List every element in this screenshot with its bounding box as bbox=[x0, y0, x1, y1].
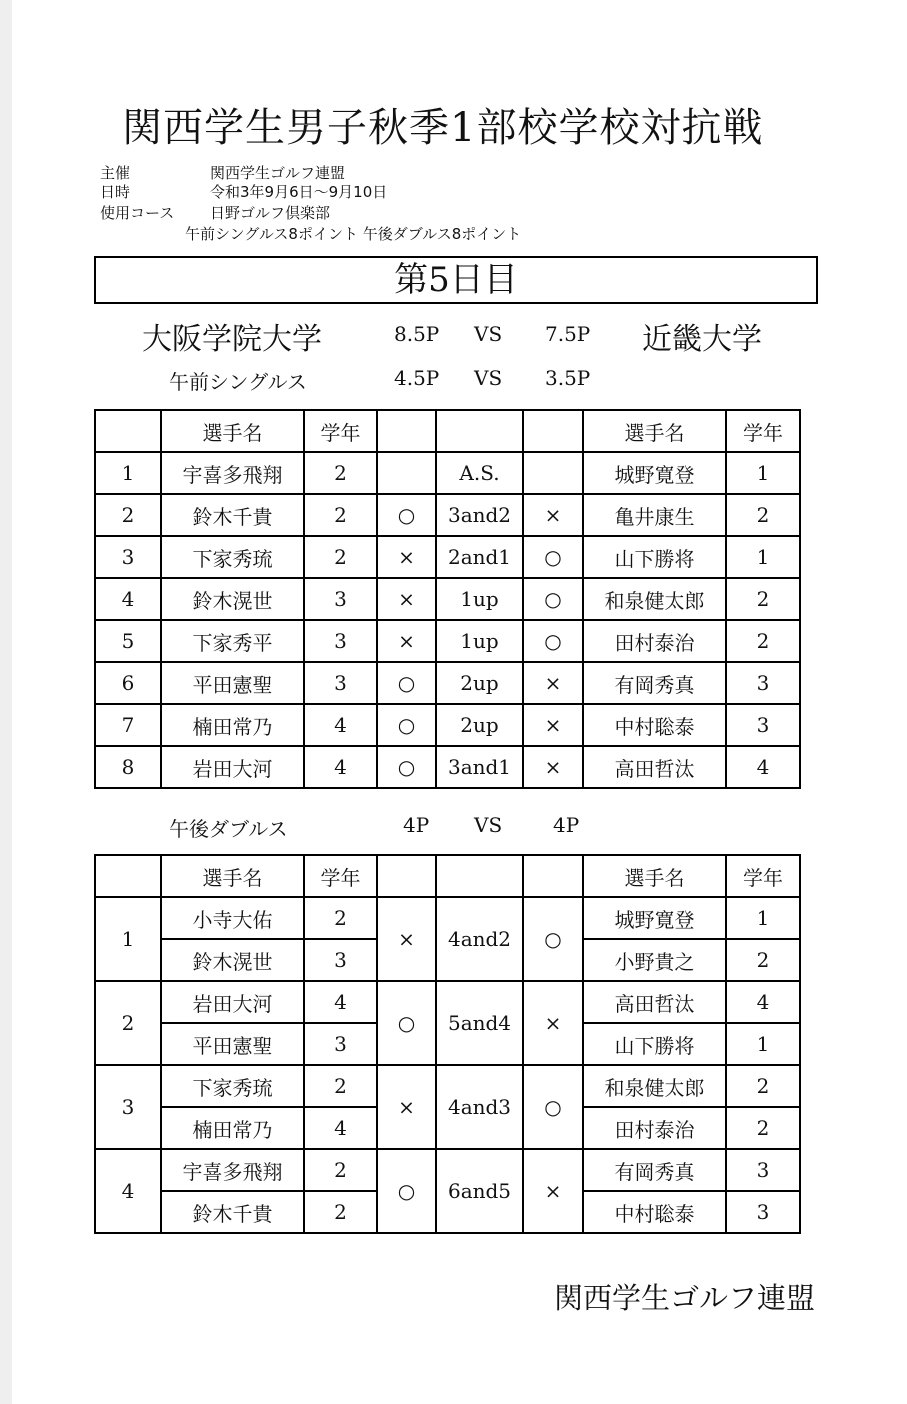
singles-row bbox=[95, 536, 800, 578]
page-title: 関西学生男子秋季1部校学校対抗戦 bbox=[122, 105, 764, 151]
player-b-name: 亀井康生 bbox=[583, 494, 726, 536]
match-result: 2up bbox=[436, 662, 523, 704]
player-a-mark: ○ bbox=[377, 746, 436, 788]
header-blank bbox=[523, 410, 583, 452]
player-b-name: 小野貴之 bbox=[583, 939, 726, 981]
player-a-grade: 3 bbox=[304, 939, 377, 981]
player-b-grade: 3 bbox=[726, 704, 800, 746]
player-a-mark: ○ bbox=[377, 704, 436, 746]
doubles-score-b: 4P bbox=[553, 813, 580, 837]
organizer-label: 主催 bbox=[100, 164, 131, 182]
player-a-grade: 3 bbox=[304, 662, 377, 704]
player-a-grade: 2 bbox=[304, 1191, 377, 1233]
format-note: 午前シングルス8ポイント 午後ダブルス8ポイント bbox=[185, 225, 522, 243]
date-value: 令和3年9月6日～9月10日 bbox=[210, 183, 388, 201]
player-a-grade: 2 bbox=[304, 536, 377, 578]
singles-label: 午前シングルス bbox=[169, 370, 307, 394]
match-result: 4and3 bbox=[436, 1065, 523, 1149]
player-a-name: 下家秀平 bbox=[161, 620, 304, 662]
player-a-name: 宇喜多飛翔 bbox=[161, 452, 304, 494]
player-a-grade: 4 bbox=[304, 1107, 377, 1149]
player-b-name: 高田哲汰 bbox=[583, 746, 726, 788]
singles-score-a: 4.5P bbox=[394, 366, 440, 390]
player-a-name: 下家秀琉 bbox=[161, 1065, 304, 1107]
player-a-grade: 4 bbox=[304, 981, 377, 1023]
organizer-value: 関西学生ゴルフ連盟 bbox=[210, 164, 346, 182]
team-a-mark: ○ bbox=[377, 981, 436, 1065]
header-grade-b: 学年 bbox=[726, 410, 800, 452]
player-b-grade: 2 bbox=[726, 494, 800, 536]
team-a-name: 大阪学院大学 bbox=[142, 322, 322, 357]
match-result: 5and4 bbox=[436, 981, 523, 1065]
player-b-name: 高田哲汰 bbox=[583, 981, 726, 1023]
header-grade-b: 学年 bbox=[726, 855, 800, 897]
total-vs: VS bbox=[474, 322, 503, 346]
player-b-name: 中村聡泰 bbox=[583, 1191, 726, 1233]
player-a-name: 楠田常乃 bbox=[161, 704, 304, 746]
player-b-grade: 2 bbox=[726, 578, 800, 620]
course-value: 日野ゴルフ倶楽部 bbox=[210, 204, 331, 222]
team-b-name: 近畿大学 bbox=[642, 322, 762, 357]
header-blank bbox=[377, 855, 436, 897]
player-a-mark: ○ bbox=[377, 662, 436, 704]
player-b-grade: 3 bbox=[726, 1191, 800, 1233]
doubles-row bbox=[95, 897, 800, 939]
course-label: 使用コース bbox=[100, 204, 175, 222]
player-a-name: 平田憲聖 bbox=[161, 1023, 304, 1065]
match-number: 7 bbox=[95, 704, 161, 746]
doubles-table bbox=[94, 854, 801, 1234]
player-a-name: 平田憲聖 bbox=[161, 662, 304, 704]
player-a-name: 岩田大河 bbox=[161, 981, 304, 1023]
match-number: 3 bbox=[95, 536, 161, 578]
match-result: 2and1 bbox=[436, 536, 523, 578]
player-a-grade: 3 bbox=[304, 620, 377, 662]
match-number: 5 bbox=[95, 620, 161, 662]
player-a-grade: 4 bbox=[304, 704, 377, 746]
player-b-mark: × bbox=[523, 704, 583, 746]
match-result: 6and5 bbox=[436, 1149, 523, 1233]
player-a-grade: 2 bbox=[304, 452, 377, 494]
match-number: 2 bbox=[95, 981, 161, 1065]
player-b-grade: 1 bbox=[726, 536, 800, 578]
match-result: 2up bbox=[436, 704, 523, 746]
team-b-mark: × bbox=[523, 1149, 583, 1233]
doubles-vs: VS bbox=[474, 813, 503, 837]
player-b-grade: 4 bbox=[726, 746, 800, 788]
doubles-row bbox=[95, 1065, 800, 1107]
player-a-name: 宇喜多飛翔 bbox=[161, 1149, 304, 1191]
player-b-name: 和泉健太郎 bbox=[583, 1065, 726, 1107]
player-a-mark: × bbox=[377, 536, 436, 578]
player-a-name: 下家秀琉 bbox=[161, 536, 304, 578]
header-name-b: 選手名 bbox=[583, 855, 726, 897]
player-a-name: 小寺大佑 bbox=[161, 897, 304, 939]
singles-row bbox=[95, 704, 800, 746]
player-b-grade: 2 bbox=[726, 1107, 800, 1149]
header-blank bbox=[377, 410, 436, 452]
player-b-grade: 3 bbox=[726, 1149, 800, 1191]
player-a-grade: 2 bbox=[304, 1149, 377, 1191]
player-a-grade: 2 bbox=[304, 1065, 377, 1107]
header-blank bbox=[95, 855, 161, 897]
singles-row bbox=[95, 620, 800, 662]
team-a-mark: × bbox=[377, 897, 436, 981]
player-b-grade: 2 bbox=[726, 1065, 800, 1107]
singles-vs: VS bbox=[474, 366, 503, 390]
header-name-a: 選手名 bbox=[161, 410, 304, 452]
match-result: 1up bbox=[436, 578, 523, 620]
header-grade-a: 学年 bbox=[304, 410, 377, 452]
footer-organizer: 関西学生ゴルフ連盟 bbox=[554, 1281, 816, 1315]
player-b-mark: ○ bbox=[523, 536, 583, 578]
document-page bbox=[12, 0, 907, 1404]
player-a-grade: 3 bbox=[304, 578, 377, 620]
team-b-mark: ○ bbox=[523, 1065, 583, 1149]
total-score-a: 8.5P bbox=[394, 322, 440, 346]
player-a-grade: 2 bbox=[304, 494, 377, 536]
singles-row bbox=[95, 746, 800, 788]
player-b-name: 城野寛登 bbox=[583, 452, 726, 494]
match-result: A.S. bbox=[436, 452, 523, 494]
day-banner: 第5日目 bbox=[94, 256, 818, 304]
team-a-mark: ○ bbox=[377, 1149, 436, 1233]
player-b-name: 有岡秀真 bbox=[583, 662, 726, 704]
player-b-mark: ○ bbox=[523, 578, 583, 620]
player-a-name: 岩田大河 bbox=[161, 746, 304, 788]
match-result: 3and1 bbox=[436, 746, 523, 788]
player-a-mark: × bbox=[377, 578, 436, 620]
header-name-b: 選手名 bbox=[583, 410, 726, 452]
doubles-label: 午後ダブルス bbox=[169, 817, 288, 841]
match-number: 4 bbox=[95, 578, 161, 620]
match-number: 1 bbox=[95, 452, 161, 494]
team-b-mark: ○ bbox=[523, 897, 583, 981]
player-b-mark: × bbox=[523, 662, 583, 704]
player-b-mark: × bbox=[523, 746, 583, 788]
player-b-name: 田村泰治 bbox=[583, 620, 726, 662]
player-a-name: 楠田常乃 bbox=[161, 1107, 304, 1149]
doubles-row bbox=[95, 981, 800, 1023]
player-b-grade: 1 bbox=[726, 897, 800, 939]
singles-table bbox=[94, 409, 801, 789]
player-a-name: 鈴木千貴 bbox=[161, 1191, 304, 1233]
doubles-score-a: 4P bbox=[403, 813, 430, 837]
match-number: 3 bbox=[95, 1065, 161, 1149]
player-b-grade: 1 bbox=[726, 452, 800, 494]
match-result: 1up bbox=[436, 620, 523, 662]
singles-row bbox=[95, 452, 800, 494]
player-a-name: 鈴木千貴 bbox=[161, 494, 304, 536]
match-number: 2 bbox=[95, 494, 161, 536]
player-a-grade: 3 bbox=[304, 1023, 377, 1065]
match-number: 8 bbox=[95, 746, 161, 788]
date-label: 日時 bbox=[100, 183, 131, 201]
total-score-b: 7.5P bbox=[545, 322, 591, 346]
match-number: 4 bbox=[95, 1149, 161, 1233]
player-b-mark: ○ bbox=[523, 620, 583, 662]
player-a-name: 鈴木滉世 bbox=[161, 939, 304, 981]
singles-row bbox=[95, 662, 800, 704]
header-blank bbox=[95, 410, 161, 452]
team-b-mark: × bbox=[523, 981, 583, 1065]
player-a-name: 鈴木滉世 bbox=[161, 578, 304, 620]
header-grade-a: 学年 bbox=[304, 855, 377, 897]
match-number: 1 bbox=[95, 897, 161, 981]
header-blank bbox=[523, 855, 583, 897]
player-a-grade: 4 bbox=[304, 746, 377, 788]
player-b-grade: 2 bbox=[726, 939, 800, 981]
player-b-grade: 1 bbox=[726, 1023, 800, 1065]
doubles-row bbox=[95, 1149, 800, 1191]
player-b-name: 和泉健太郎 bbox=[583, 578, 726, 620]
player-b-name: 山下勝将 bbox=[583, 1023, 726, 1065]
match-number: 6 bbox=[95, 662, 161, 704]
player-b-name: 山下勝将 bbox=[583, 536, 726, 578]
player-b-grade: 4 bbox=[726, 981, 800, 1023]
player-a-mark: × bbox=[377, 620, 436, 662]
player-b-mark: × bbox=[523, 494, 583, 536]
player-b-name: 中村聡泰 bbox=[583, 704, 726, 746]
player-b-name: 有岡秀真 bbox=[583, 1149, 726, 1191]
doubles-header-row bbox=[95, 855, 800, 897]
header-blank bbox=[436, 855, 523, 897]
team-a-mark: × bbox=[377, 1065, 436, 1149]
singles-score-b: 3.5P bbox=[545, 366, 591, 390]
player-a-mark bbox=[377, 452, 436, 494]
singles-row bbox=[95, 578, 800, 620]
player-b-mark bbox=[523, 452, 583, 494]
player-b-name: 城野寛登 bbox=[583, 897, 726, 939]
match-result: 4and2 bbox=[436, 897, 523, 981]
player-a-grade: 2 bbox=[304, 897, 377, 939]
header-name-a: 選手名 bbox=[161, 855, 304, 897]
player-b-name: 田村泰治 bbox=[583, 1107, 726, 1149]
player-a-mark: ○ bbox=[377, 494, 436, 536]
match-result: 3and2 bbox=[436, 494, 523, 536]
header-blank bbox=[436, 410, 523, 452]
singles-row bbox=[95, 494, 800, 536]
player-b-grade: 3 bbox=[726, 662, 800, 704]
singles-header-row bbox=[95, 410, 800, 452]
player-b-grade: 2 bbox=[726, 620, 800, 662]
